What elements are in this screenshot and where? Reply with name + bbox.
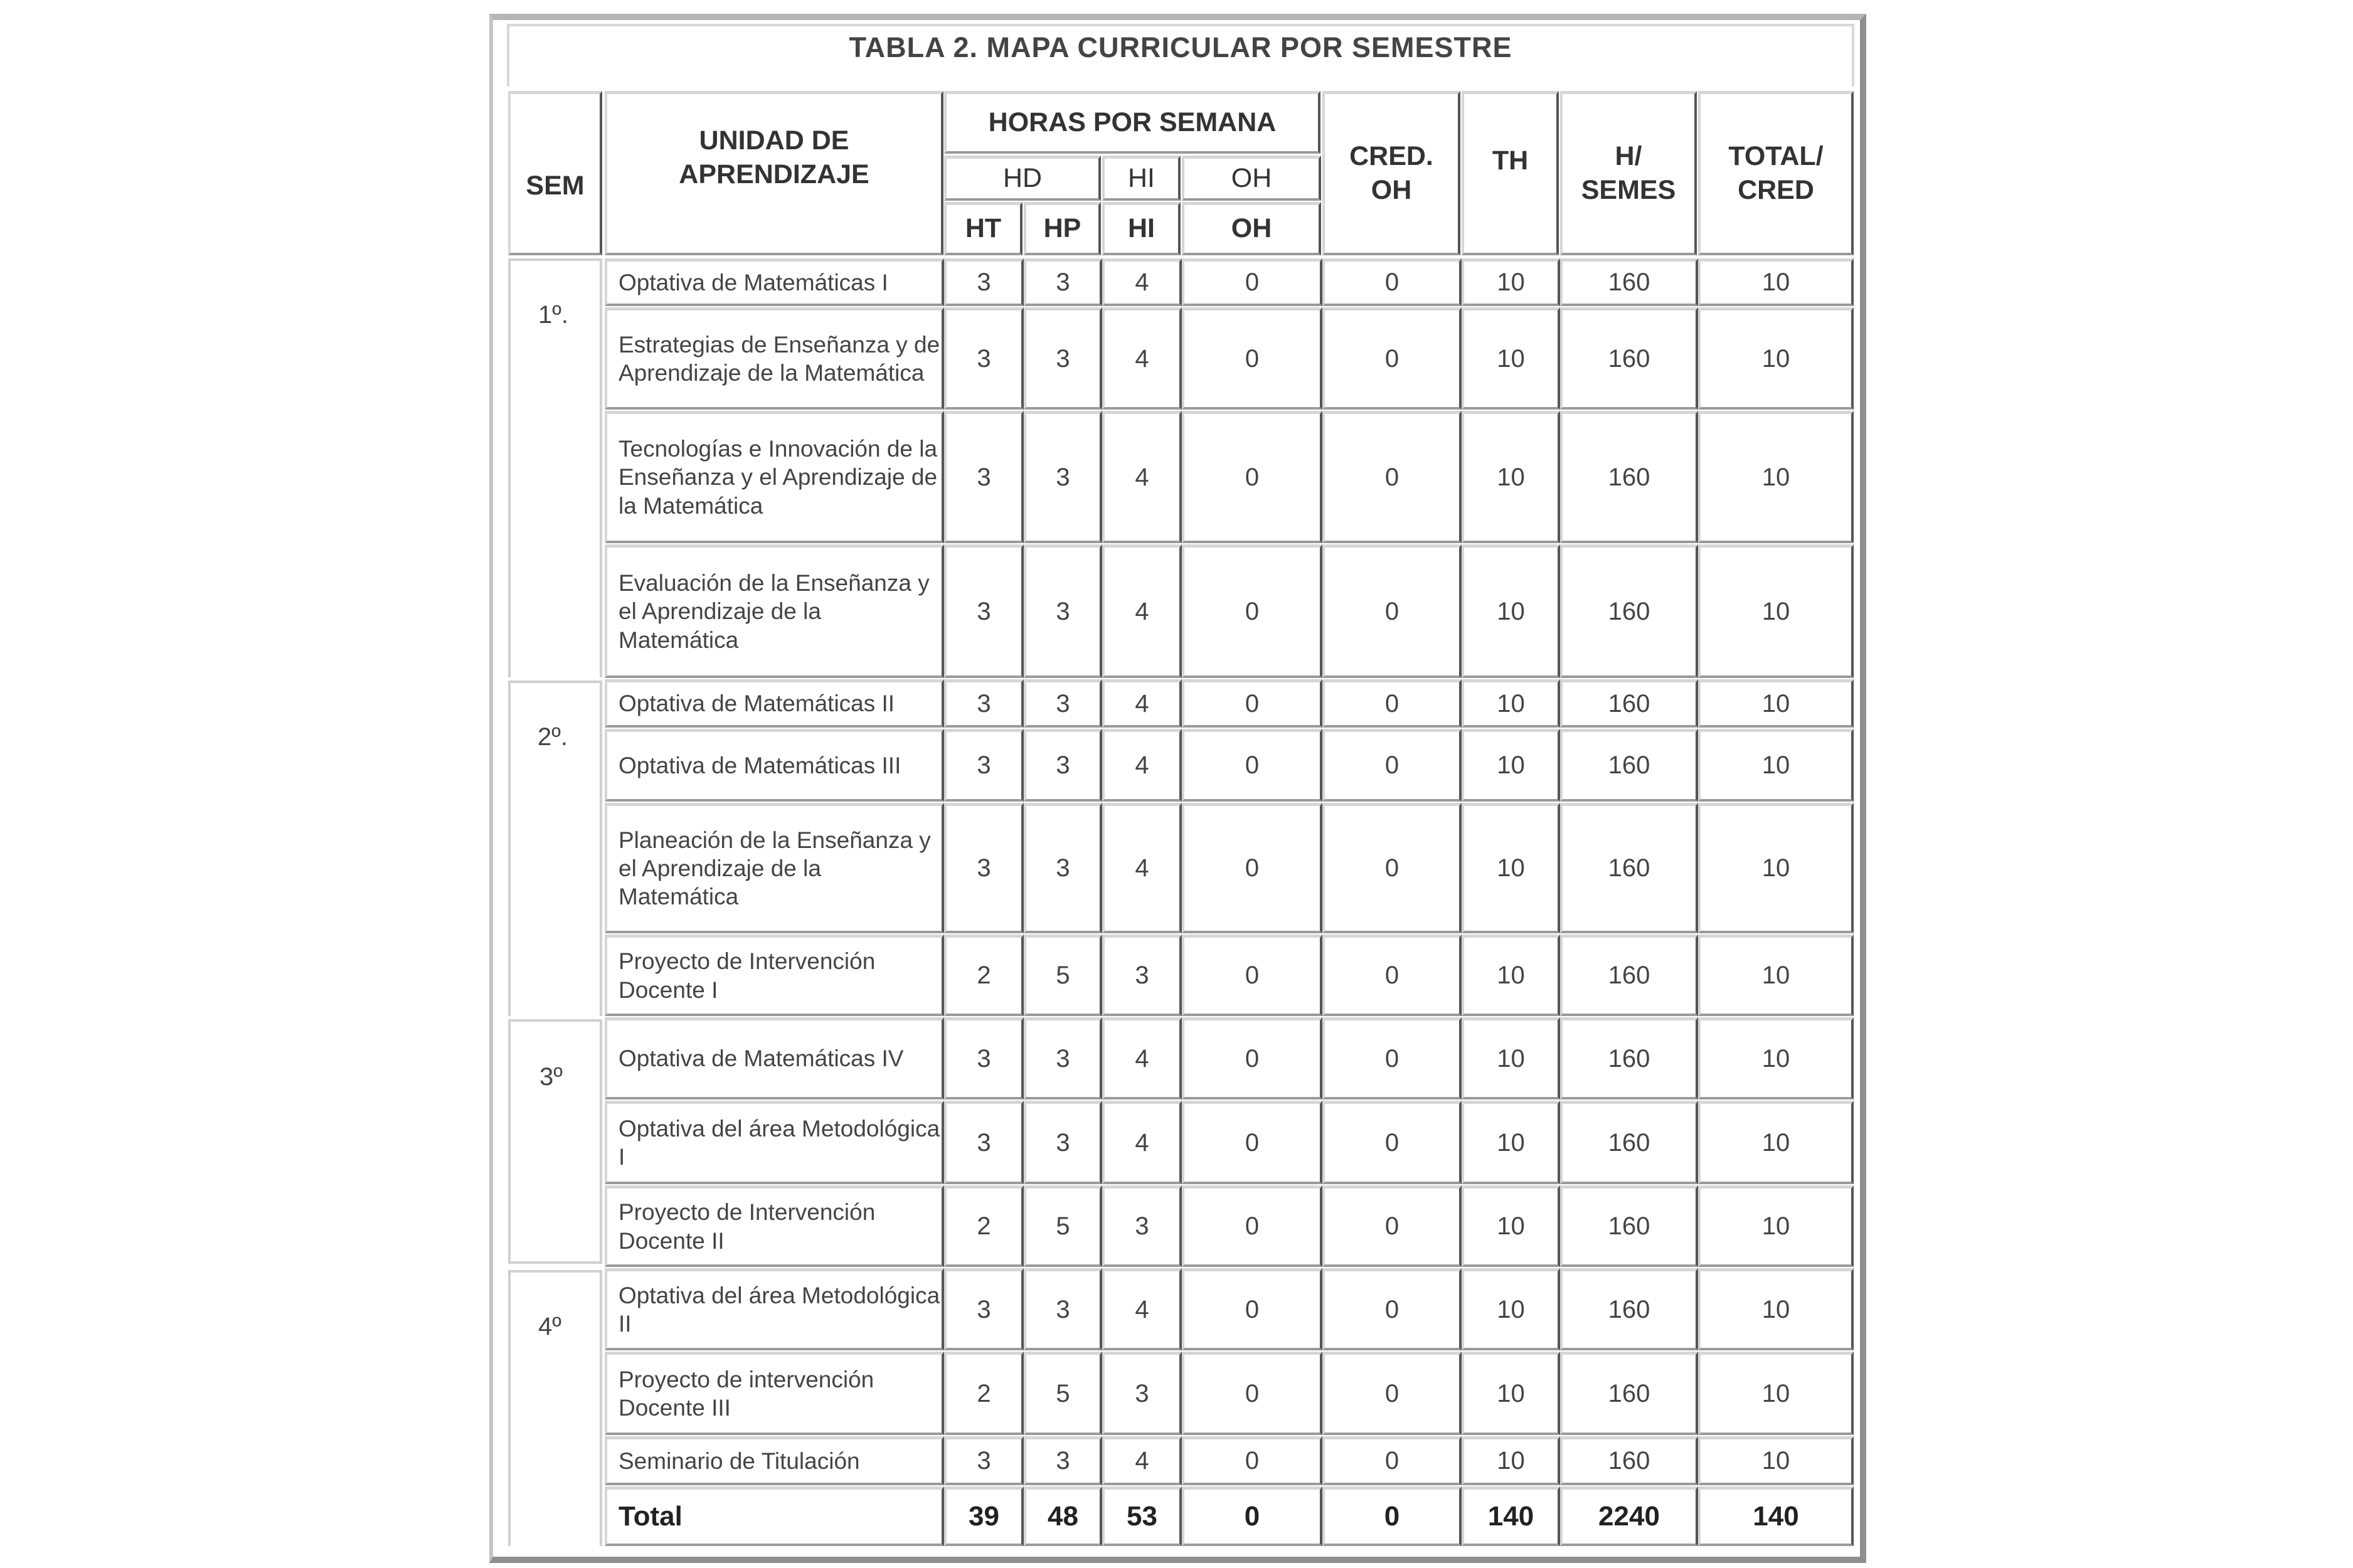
total-cell-cred: 0 [1322,1486,1462,1546]
unidad-name-cell: Seminario de Titulación [605,1436,944,1485]
cell-cred: 0 [1322,1436,1462,1485]
semester-group-4 [508,1270,602,1546]
cell-ht: 3 [944,307,1024,410]
total-cell-ht: 39 [944,1486,1024,1546]
cell-hs: 160 [1560,1185,1698,1267]
cell-hs: 160 [1560,544,1698,678]
cell-ht: 3 [944,1017,1024,1099]
header-hp: HP [1024,202,1101,255]
cell-ht: 3 [944,729,1024,802]
header-hi-2: HI [1102,202,1181,255]
cell-cred: 0 [1322,803,1462,933]
cell-tc: 10 [1698,1436,1854,1485]
cell-ht: 2 [944,935,1024,1016]
cell-hp: 3 [1024,1436,1102,1485]
header-unidad: UNIDAD DE APRENDIZAJE [605,91,943,255]
cell-cred: 0 [1322,1017,1462,1099]
unidad-name-cell: Evaluación de la Enseñanza y el Aprendizaje de la Matemática [605,544,944,678]
unidad-name-cell: Optativa del área Metodológica II [605,1268,944,1350]
cell-cred: 0 [1322,1101,1462,1184]
cell-hs: 160 [1560,1268,1698,1350]
header-hi: HI [1102,156,1181,201]
cell-hi: 4 [1102,411,1182,543]
cell-oh: 0 [1182,1185,1322,1267]
cell-oh: 0 [1182,307,1322,410]
total-cell-hp: 48 [1024,1486,1102,1546]
cell-ht: 3 [944,1268,1024,1350]
cell-th: 10 [1462,258,1560,306]
cell-tc: 10 [1698,1352,1854,1435]
cell-hs: 160 [1560,1352,1698,1435]
cell-hs: 160 [1560,1101,1698,1184]
cell-hi: 3 [1102,1352,1182,1435]
cell-hs: 160 [1560,1017,1698,1099]
header-oh-2: OH [1182,202,1321,255]
cell-oh: 0 [1182,729,1322,802]
cell-tc: 10 [1698,935,1854,1016]
cell-cred: 0 [1322,679,1462,728]
cell-th: 10 [1462,1101,1560,1184]
unidad-name-cell: Optativa de Matemáticas II [605,679,944,728]
table-title: TABLA 2. MAPA CURRICULAR POR SEMESTRE [507,24,1854,87]
cell-oh: 0 [1182,1268,1322,1350]
unidad-name-cell: Planeación de la Enseñanza y el Aprendizaje de la Matemática [605,803,944,933]
cell-hs: 160 [1560,307,1698,410]
cell-hp: 3 [1024,1268,1102,1350]
cell-hp: 3 [1024,1017,1102,1099]
cell-ht: 2 [944,1352,1024,1435]
cell-ht: 3 [944,258,1024,306]
cell-cred: 0 [1322,1352,1462,1435]
header-oh: OH [1182,156,1321,201]
cell-th: 10 [1462,935,1560,1016]
cell-hi: 4 [1102,544,1182,678]
semester-label: 2º. [538,723,568,751]
cell-hi: 4 [1102,1101,1182,1184]
cell-hp: 5 [1024,935,1102,1016]
semester-label: 4º [538,1313,561,1340]
cell-oh: 0 [1182,1101,1322,1184]
header-h-semes: H/ SEMES [1560,91,1697,255]
cell-oh: 0 [1182,411,1322,543]
cell-tc: 10 [1698,307,1854,410]
total-cell-hs: 2240 [1560,1486,1698,1546]
cell-tc: 10 [1698,1268,1854,1350]
cell-th: 10 [1462,1268,1560,1350]
cell-ht: 2 [944,1185,1024,1267]
cell-hp: 3 [1024,544,1102,678]
cell-cred: 0 [1322,935,1462,1016]
header-horas-por-semana: HORAS POR SEMANA [944,91,1320,154]
cell-hi: 3 [1102,1185,1182,1267]
cell-tc: 10 [1698,803,1854,933]
unidad-name-cell: Tecnologías e Innovación de la Enseñanza y el Aprendizaje de la Matemática [605,411,944,543]
cell-ht: 3 [944,544,1024,678]
cell-hp: 3 [1024,307,1102,410]
unidad-name-cell: Optativa de Matemáticas IV [605,1017,944,1099]
cell-oh: 0 [1182,544,1322,678]
cell-hp: 3 [1024,411,1102,543]
cell-ht: 3 [944,1436,1024,1485]
cell-hs: 160 [1560,935,1698,1016]
unidad-name-cell: Proyecto de Intervención Docente II [605,1185,944,1267]
header-ht: HT [944,202,1022,255]
header-total-cred: TOTAL/ CRED [1698,91,1854,255]
total-cell-oh: 0 [1182,1486,1322,1546]
cell-th: 10 [1462,729,1560,802]
cell-ht: 3 [944,803,1024,933]
cell-hi: 4 [1102,679,1182,728]
header-cred-oh: CRED. OH [1322,91,1460,255]
cell-cred: 0 [1322,411,1462,543]
semester-label: 3º [539,1063,563,1091]
cell-hi: 4 [1102,1268,1182,1350]
cell-th: 10 [1462,679,1560,728]
header-th: TH [1462,91,1559,255]
header-sem: SEM [508,91,602,255]
total-cell-hi: 53 [1102,1486,1182,1546]
cell-hs: 160 [1560,411,1698,543]
cell-hs: 160 [1560,729,1698,802]
cell-hs: 160 [1560,803,1698,933]
cell-oh: 0 [1182,1017,1322,1099]
unidad-name-cell: Optativa de Matemáticas I [605,258,944,306]
cell-th: 10 [1462,544,1560,678]
cell-th: 10 [1462,803,1560,933]
cell-hi: 4 [1102,258,1182,306]
cell-oh: 0 [1182,679,1322,728]
cell-th: 10 [1462,1436,1560,1485]
cell-tc: 10 [1698,1185,1854,1267]
cell-tc: 10 [1698,679,1854,728]
cell-oh: 0 [1182,1436,1322,1485]
cell-hi: 4 [1102,307,1182,410]
total-cell-tc: 140 [1698,1486,1854,1546]
cell-cred: 0 [1322,307,1462,410]
cell-tc: 10 [1698,1017,1854,1099]
cell-hs: 160 [1560,258,1698,306]
unidad-name-cell: Optativa de Matemáticas III [605,729,944,802]
cell-oh: 0 [1182,1352,1322,1435]
cell-hi: 4 [1102,803,1182,933]
cell-th: 10 [1462,1017,1560,1099]
cell-tc: 10 [1698,1101,1854,1184]
total-cell-th: 140 [1462,1486,1560,1546]
cell-oh: 0 [1182,803,1322,933]
unidad-name-cell: Proyecto de Intervención Docente I [605,935,944,1016]
cell-tc: 10 [1698,544,1854,678]
cell-th: 10 [1462,307,1560,410]
unidad-name-cell: Proyecto de intervención Docente III [605,1352,944,1435]
semester-group-3 [508,1019,602,1264]
cell-cred: 0 [1322,258,1462,306]
cell-tc: 10 [1698,411,1854,543]
cell-hi: 4 [1102,1436,1182,1485]
cell-cred: 0 [1322,544,1462,678]
unidad-name-cell: Optativa del área Metodológica I [605,1101,944,1184]
cell-hp: 3 [1024,729,1102,802]
cell-cred: 0 [1322,729,1462,802]
cell-hp: 3 [1024,258,1102,306]
cell-hs: 160 [1560,1436,1698,1485]
cell-th: 10 [1462,1352,1560,1435]
cell-tc: 10 [1698,258,1854,306]
cell-hp: 5 [1024,1185,1102,1267]
cell-th: 10 [1462,411,1560,543]
cell-hp: 3 [1024,679,1102,728]
cell-hi: 3 [1102,935,1182,1016]
cell-ht: 3 [944,411,1024,543]
unidad-name-cell: Estrategias de Enseñanza y de Aprendizaje de la Matemática [605,307,944,410]
semester-label: 1º. [538,301,568,329]
total-cell-name: Total [605,1486,944,1546]
cell-oh: 0 [1182,935,1322,1016]
cell-hs: 160 [1560,679,1698,728]
header-hd: HD [944,156,1101,201]
cell-hp: 3 [1024,1101,1102,1184]
cell-hp: 5 [1024,1352,1102,1435]
cell-hp: 3 [1024,803,1102,933]
cell-hi: 4 [1102,729,1182,802]
cell-cred: 0 [1322,1185,1462,1267]
cell-ht: 3 [944,679,1024,728]
cell-ht: 3 [944,1101,1024,1184]
cell-tc: 10 [1698,729,1854,802]
cell-oh: 0 [1182,258,1322,306]
cell-hi: 4 [1102,1017,1182,1099]
cell-cred: 0 [1322,1268,1462,1350]
cell-th: 10 [1462,1185,1560,1267]
